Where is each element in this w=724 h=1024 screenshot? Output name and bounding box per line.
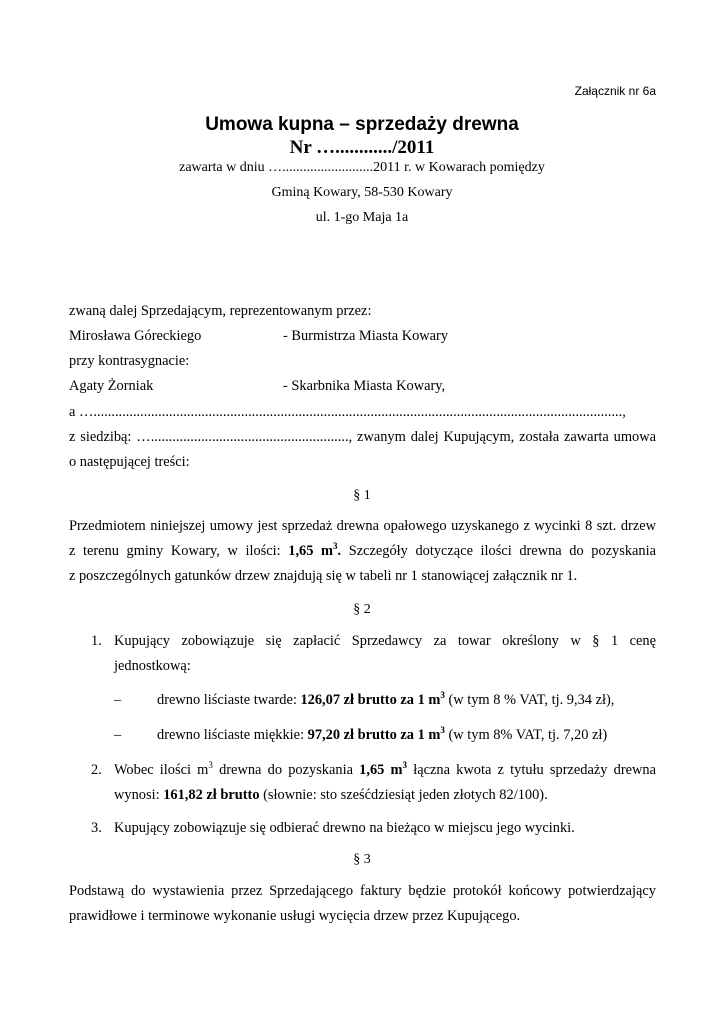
item-2-line-1: Wobec ilości $m^3$ drewna do pozyskania 1,65 $m^3$ łączna kwota z tytułu sprzedaży drewna [114, 760, 656, 778]
concluded-line: zawarta w dniu …..........................2011 r. w Kowarach pomiędzy [179, 160, 545, 175]
content-line: o następującej treści: [69, 454, 190, 470]
rep1-name: Mirosława Góreckiego [69, 328, 202, 344]
rep1-role: - Burmistrza Miasta Kowary [283, 328, 449, 344]
soft-wood-price: drewno liściaste miękkie: 97,20 zł brutto za 1 $m^3$ (w tym 8% VAT, tj. 7,20 zł) [157, 725, 608, 743]
item-3-number: 3. [91, 820, 102, 836]
item-1-number: 1. [91, 633, 102, 649]
document-title: Umowa kupna – sprzedaży drewna [205, 114, 519, 135]
item-1-line-1: Kupujący zobowiązuje się zapłacić Sprzedawcy za towar określony w § 1 cenę [114, 633, 656, 649]
hard-wood-dash: – [114, 692, 122, 708]
seat-line: z siedzibą: …......................................................., zwanym dalej Kupującym, została zawarta umowa [69, 429, 656, 445]
seller-intro: zwaną dalej Sprzedającym, reprezentowanym przez: [69, 303, 372, 319]
item-2-number: 2. [91, 762, 102, 778]
rep2-name: Agaty Żorniak [69, 378, 154, 394]
hard-wood-price: drewno liściaste twarde: 126,07 zł brutto za 1 $m^3$ (w tym 8 % VAT, tj. 9,34 zł), [157, 690, 615, 708]
section-1-line-1: Przedmiotem niniejszej umowy jest sprzedaż drewna opałowego uzyskanego z wycinki 8 szt. drzew [69, 518, 656, 534]
party-name: Gminą Kowary, 58-530 Kowary [271, 185, 453, 200]
item-3-text: Kupujący zobowiązuje się odbierać drewno na bieżąco w miejscu jego wycinki. [114, 820, 575, 836]
contract-number: Nr …............/2011 [289, 137, 435, 158]
section-1-heading: § 1 [353, 488, 371, 503]
item-1-line-2: jednostkową: [114, 658, 191, 674]
item-2-line-2: wynosi: 161,82 zł brutto (słownie: sto sześćdziesiąt jeden złotych 82/100). [114, 787, 548, 803]
section-3-line-1: Podstawą do wystawienia przez Sprzedającego faktury będzie protokół końcowy potwierdzający [69, 883, 656, 899]
section-3-line-2: prawidłowe i terminowe wykonanie usługi wycięcia drzew przez Kupującego. [69, 908, 521, 924]
section-1-line-2: z terenu gminy Kowary, w ilości: 1,65 $m^3$. Szczegóły dotyczące ilości drewna do pozyskania [69, 541, 656, 559]
soft-wood-dash: – [114, 727, 122, 743]
section-3-heading: § 3 [353, 852, 371, 867]
buyer-line: a …..................................................................................................................................................., [69, 404, 626, 420]
countersign-line: przy kontrasygnacie: [69, 353, 190, 369]
section-1-line-3: z poszczególnych gatunków drzew znajdują się w tabeli nr 1 stanowiącej załącznik nr 1. [69, 568, 578, 584]
annex-label: Załącznik nr 6a [574, 84, 656, 98]
party-street: ul. 1-go Maja 1a [315, 210, 409, 225]
section-2-heading: § 2 [353, 602, 371, 617]
rep2-role: - Skarbnika Miasta Kowary, [283, 378, 446, 394]
